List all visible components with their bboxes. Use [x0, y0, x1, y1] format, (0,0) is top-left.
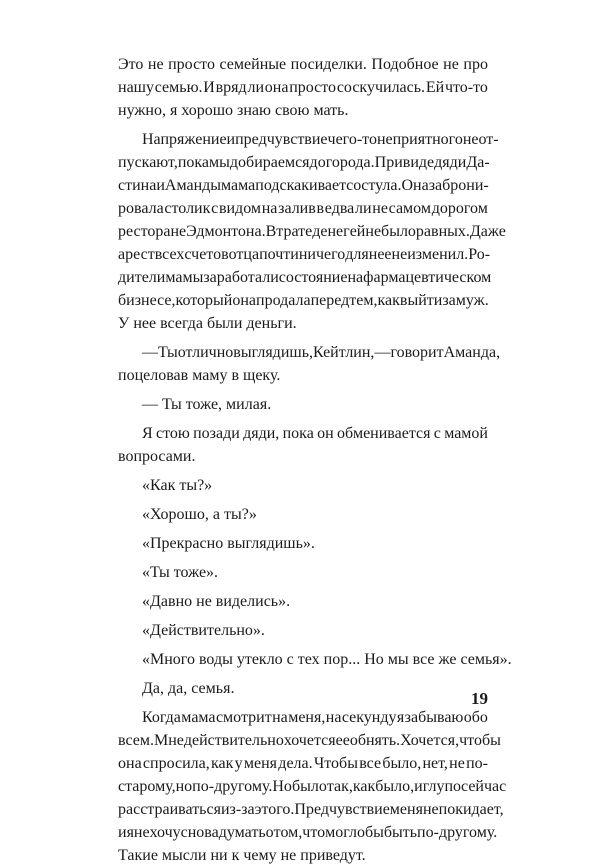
page-number: 19: [471, 689, 488, 708]
text-line: бизнесе, который она продала перед тем, как выйти замуж.: [118, 292, 489, 309]
text-line: Напряжение и предчувствие чего-то неприятного не от-: [142, 131, 499, 148]
text-line: поцеловав маму в щеку.: [118, 367, 281, 384]
body-text: [118, 53, 512, 867]
text-line: — Ты отлично выглядишь, Кейтлин, — говорит Аманда,: [142, 344, 501, 361]
text-line: ровала столик с видом на залив в едва ли не самом дорогом: [118, 200, 488, 217]
text-line: — Ты тоже, милая.: [142, 396, 272, 413]
text-line: она спросила, как у меня дела. Чтобы все было, нет, не по-: [118, 755, 488, 772]
text-line: дители мамы заработали состояние на фармацевтическом: [118, 269, 492, 286]
text-line: Это не просто семейные посиделки. Подобное не про: [118, 56, 488, 73]
text-line: всем. Мне действительно хочется ее обнять. Хочется, чтобы: [118, 732, 501, 749]
text-line: «Действительно».: [142, 622, 265, 639]
text-line: «Много воды утекло с тех пор... Но мы все же семья».: [142, 651, 512, 668]
text-line: стина и Аманды мама подскакивает со стула. Она заброни-: [118, 177, 489, 194]
text-line: Когда мама смотрит на меня, на секунду я забываю обо: [142, 709, 488, 726]
text-line: ресторане Эдмонтона. В трате денег ей не было равных. Даже: [118, 223, 506, 240]
text-line: «Ты тоже».: [142, 564, 219, 581]
text-line: Такие мысли ни к чему не приведут.: [118, 847, 366, 864]
text-line: вопросами.: [118, 448, 196, 465]
text-line: У нее всегда были деньги.: [118, 315, 297, 332]
text-line: пускают, пока мы добираемся до города. При виде дяди Да-: [118, 154, 490, 171]
text-line: нашу семью. И вряд ли она просто соскучилась. Ей что-то: [118, 79, 488, 96]
text-line: старому, но по-другому. Но было так, как было, и глупо сейчас: [118, 778, 507, 795]
text-line: «Прекрасно выглядишь».: [142, 535, 315, 552]
text-line: арест всех счетов отца почти ничего для нее не изменил. Ро-: [118, 246, 491, 263]
text-line: Я стою позади дяди, пока он обменивается с мамой: [142, 425, 488, 442]
text-line: «Хорошо, а ты?»: [142, 506, 257, 523]
text-line: и я не хочу снова думать о том, что могло бы быть по-другому.: [118, 824, 498, 841]
text-line: «Давно не виделись».: [142, 593, 291, 610]
text-line: расстраиваться из-за этого. Предчувствие меня не покидает,: [118, 801, 504, 818]
text-line: «Как ты?»: [142, 477, 213, 494]
text-line: Да, да, семья.: [142, 680, 235, 697]
text-line: нужно, я хорошо знаю свою мать.: [118, 102, 349, 119]
